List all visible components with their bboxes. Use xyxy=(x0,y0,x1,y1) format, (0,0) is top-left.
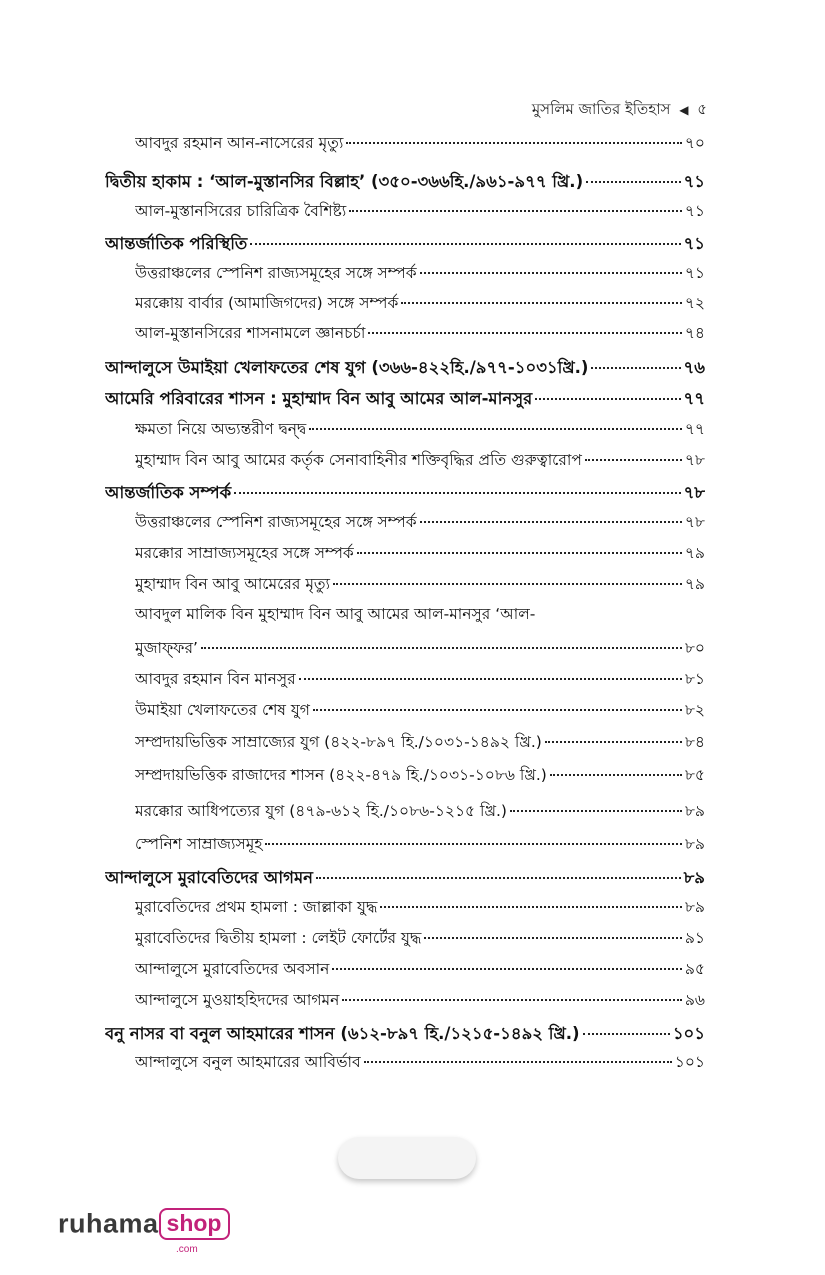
toc-entry-title: আবদুর রহমান বিন মানসুর xyxy=(135,670,296,688)
running-header xyxy=(532,98,707,123)
toc-entry-page: ৭৯ xyxy=(684,575,705,593)
toc-entry-title: মরক্কোর আধিপত্যের যুগ (৪৭৯-৬১২ হি./১০৮৬-১২১৫ খ্রি.) xyxy=(135,802,507,820)
dot-leader xyxy=(333,583,682,585)
dot-leader xyxy=(299,678,682,680)
toc-entry-title: আন্দালুসে উমাইয়া খেলাফতের শেষ যুগ (৩৬৬-৪২২হি./৯৭৭-১০৩১খ্রি.) xyxy=(105,358,589,377)
toc-entry-page: ৮৯ xyxy=(684,898,705,916)
toc-entry-title: মুরাবেতিদের প্রথম হামলা : জাল্লাকা যুদ্ধ xyxy=(135,898,378,916)
toc-entry-heading xyxy=(105,1021,705,1048)
arrow-left-icon: ◀ xyxy=(679,103,689,117)
dot-leader xyxy=(401,302,682,304)
toc-entry-title: আন্তর্জাতিক সম্পর্ক xyxy=(105,483,232,502)
toc-entry-page: ৭৯ xyxy=(684,544,705,562)
toc-entry-page: ৯৬ xyxy=(684,991,705,1009)
toc-entry xyxy=(135,730,705,756)
dot-leader xyxy=(265,843,681,845)
toc-entry xyxy=(135,895,705,921)
toc-entry xyxy=(135,572,705,598)
toc-entry-page: ৭৬ xyxy=(683,358,705,377)
dot-leader xyxy=(309,428,682,430)
dot-leader xyxy=(316,877,681,879)
dot-leader xyxy=(424,937,682,939)
toc-entry-title: বনু নাসর বা বনুল আহমারের শাসন (৬১২-৮৯৭ হি./১২১৫-১৪৯২ খ্রি.) xyxy=(105,1024,580,1043)
toc-entry-page: ৭৪ xyxy=(684,324,705,342)
toc-entry-title: মরক্কোয় বার্বার (আমাজিগদের) সঙ্গে সম্পর্ক xyxy=(135,294,399,312)
toc-entry-heading xyxy=(105,386,705,413)
dot-leader xyxy=(368,332,681,334)
toc-entry-page: ৮২ xyxy=(684,701,705,719)
toc-entry-title: মুরাবেতিদের দ্বিতীয় হামলা : লেইট ফোর্টের যুদ্ধ xyxy=(135,929,422,947)
dot-leader xyxy=(201,647,682,649)
toc-entry-title: মুজাফ্ফর’ xyxy=(135,639,198,657)
toc-entry-heading xyxy=(105,865,705,892)
toc-entry-page: ৯১ xyxy=(684,929,705,947)
toc-entry xyxy=(135,448,705,474)
toc-entry-title: আল-মুস্তানসিরের শাসনামলে জ্ঞানচর্চা xyxy=(135,324,366,342)
toc-entry-title: আন্দালুসে বনুল আহমারের আবির্ভাব xyxy=(135,1053,361,1071)
toc-entry-page: ১০১ xyxy=(672,1024,705,1043)
toc-entry-line xyxy=(135,602,705,628)
toc-entry-title: আন্দালুসে মুওয়াহহিদদের আগমন xyxy=(135,991,340,1009)
toc-entry-title: উমাইয়া খেলাফতের শেষ যুগ xyxy=(135,701,310,719)
toc-entry xyxy=(135,417,705,443)
toc-entry xyxy=(135,261,705,287)
toc-entry-title: উত্তরাঞ্চলের স্পেনিশ রাজ্যসমূহের সঙ্গে সম্পর্ক xyxy=(135,264,417,282)
toc-entry-page: ৮০ xyxy=(684,639,705,657)
toc-entry-page: ৮১ xyxy=(684,670,705,688)
toc-entry-title: মুহাম্মাদ বিন আবু আমের কর্তৃক সেনাবাহিনীর শক্তিবৃদ্ধির প্রতি গুরুত্বারোপ xyxy=(135,451,582,469)
ruhamashop-logo xyxy=(58,1208,230,1255)
toc-entry xyxy=(135,988,705,1014)
toc-entry-page: ৭২ xyxy=(684,294,705,312)
dot-leader xyxy=(357,552,682,554)
toc-entry-page: ৯৫ xyxy=(684,960,705,978)
dot-leader xyxy=(591,367,680,369)
toc-entry-page: ৭৮ xyxy=(684,451,705,469)
dot-leader xyxy=(349,210,682,212)
toc-entry-page: ৭১ xyxy=(684,202,705,220)
dot-leader xyxy=(332,968,682,970)
toc-entry-page: ৭১ xyxy=(683,172,705,191)
toc-entry-heading xyxy=(105,480,705,507)
dot-leader xyxy=(364,1061,672,1063)
toc-entry-title: সম্প্রদায়ভিত্তিক রাজাদের শাসন (৪২২-৪৭৯ হি./১০৩১-১০৮৬ খ্রি.) xyxy=(135,766,547,784)
dot-leader xyxy=(250,243,680,245)
toc-entry-title: স্পেনিশ সাম্রাজ্যসমূহ xyxy=(135,835,263,853)
toc-entry-title: আবদুল মালিক বিন মুহাম্মাদ বিন আবু আমের আল-মানসুর ‘আল- xyxy=(135,605,536,623)
toc-entry xyxy=(135,510,705,536)
toc-entry-page: ৮৯ xyxy=(683,868,705,887)
toc-entry xyxy=(135,926,705,952)
toc-entry-title: উত্তরাঞ্চলের স্পেনিশ রাজ্যসমূহের সঙ্গে সম্পর্ক xyxy=(135,513,417,531)
toc-entry xyxy=(135,957,705,983)
dot-leader xyxy=(234,492,680,494)
toc-entry xyxy=(135,291,705,317)
toc-entry-title: ক্ষমতা নিয়ে অভ্যন্তরীণ দ্বন্দ্ব xyxy=(135,420,307,438)
logo-text-ruhama: ruhama xyxy=(58,1208,159,1239)
toc-entry-page: ৭১ xyxy=(683,234,705,253)
dot-leader xyxy=(346,142,682,144)
toc-entry-page: ৮৪ xyxy=(684,733,705,751)
toc-entry-page: ৭১ xyxy=(684,264,705,282)
toc-entry xyxy=(135,321,705,347)
toc-entry-page: ৭৭ xyxy=(683,389,705,408)
toc-entry xyxy=(135,131,705,157)
toc-entry xyxy=(135,1050,705,1076)
toc-entry xyxy=(135,799,705,825)
dot-leader xyxy=(545,741,682,743)
toc-entry-page: ৭০ xyxy=(684,134,705,152)
toc-entry-title: মুহাম্মাদ বিন আবু আমেরের মৃত্যু xyxy=(135,575,331,593)
toc-entry-page: ৮৫ xyxy=(684,766,705,784)
toc-entry xyxy=(135,199,705,225)
dot-leader xyxy=(510,810,682,812)
toc-entry-heading xyxy=(105,355,705,382)
toc-entry xyxy=(135,636,705,662)
dot-leader xyxy=(550,774,682,776)
toc-entry-title: সম্প্রদায়ভিত্তিক সাম্রাজ্যের যুগ (৪২২-৮৯৭ হি./১০৩১-১৪৯২ খ্রি.) xyxy=(135,733,542,751)
dot-leader xyxy=(380,906,682,908)
toc-entry-heading xyxy=(105,169,705,196)
toc-entry-title: আবদুর রহমান আন-নাসেরের মৃত্যু xyxy=(135,134,344,152)
page-number: ৫ xyxy=(697,100,707,118)
toc-entry-title: আমেরি পরিবারের শাসন : মুহাম্মাদ বিন আবু আমের আল-মানসুর xyxy=(105,389,533,408)
toc-entry xyxy=(135,763,705,789)
toc-entry-title: আন্দালুসে মুরাবেতিদের আগমন xyxy=(105,868,313,887)
page-scroll-pill[interactable] xyxy=(338,1137,476,1179)
dot-leader xyxy=(535,398,680,400)
dot-leader xyxy=(420,272,682,274)
dot-leader xyxy=(585,459,682,461)
toc-entry-page: ৭৭ xyxy=(684,420,705,438)
toc-entry xyxy=(135,667,705,693)
dot-leader xyxy=(583,1033,670,1035)
toc-entry-page: ৭৮ xyxy=(684,513,705,531)
toc-entry xyxy=(135,832,705,858)
toc-entry-page: ৮৯ xyxy=(684,835,705,853)
dot-leader xyxy=(420,521,682,523)
toc-entry-page: ৮৯ xyxy=(684,802,705,820)
book-title: মুসলিম জাতির ইতিহাস xyxy=(531,100,671,118)
dot-leader xyxy=(586,181,680,183)
dot-leader xyxy=(313,709,682,711)
toc-entry xyxy=(135,698,705,724)
dot-leader xyxy=(342,999,681,1001)
logo-text-shop: shop xyxy=(159,1208,230,1240)
toc-entry-heading xyxy=(105,231,705,258)
toc-entry-title: মরক্কোর সাম্রাজ্যসমূহের সঙ্গে সম্পর্ক xyxy=(135,544,354,562)
toc-entry-page: ১০১ xyxy=(674,1053,705,1071)
toc-entry-title: দ্বিতীয় হাকাম : ‘আল-মুস্তানসির বিল্লাহ’ (৩৫০-৩৬৬হি./৯৬১-৯৭৭ খ্রি.) xyxy=(105,172,584,191)
toc-entry-page: ৭৮ xyxy=(683,483,705,502)
toc-entry-title: আন্তর্জাতিক পরিস্থিতি xyxy=(105,234,248,253)
toc-entry-title: আল-মুস্তানসিরের চারিত্রিক বৈশিষ্ট্য xyxy=(135,202,347,220)
toc-entry-title: আন্দালুসে মুরাবেতিদের অবসান xyxy=(135,960,330,978)
logo-text-com: .com xyxy=(176,1244,198,1255)
toc-entry xyxy=(135,541,705,567)
